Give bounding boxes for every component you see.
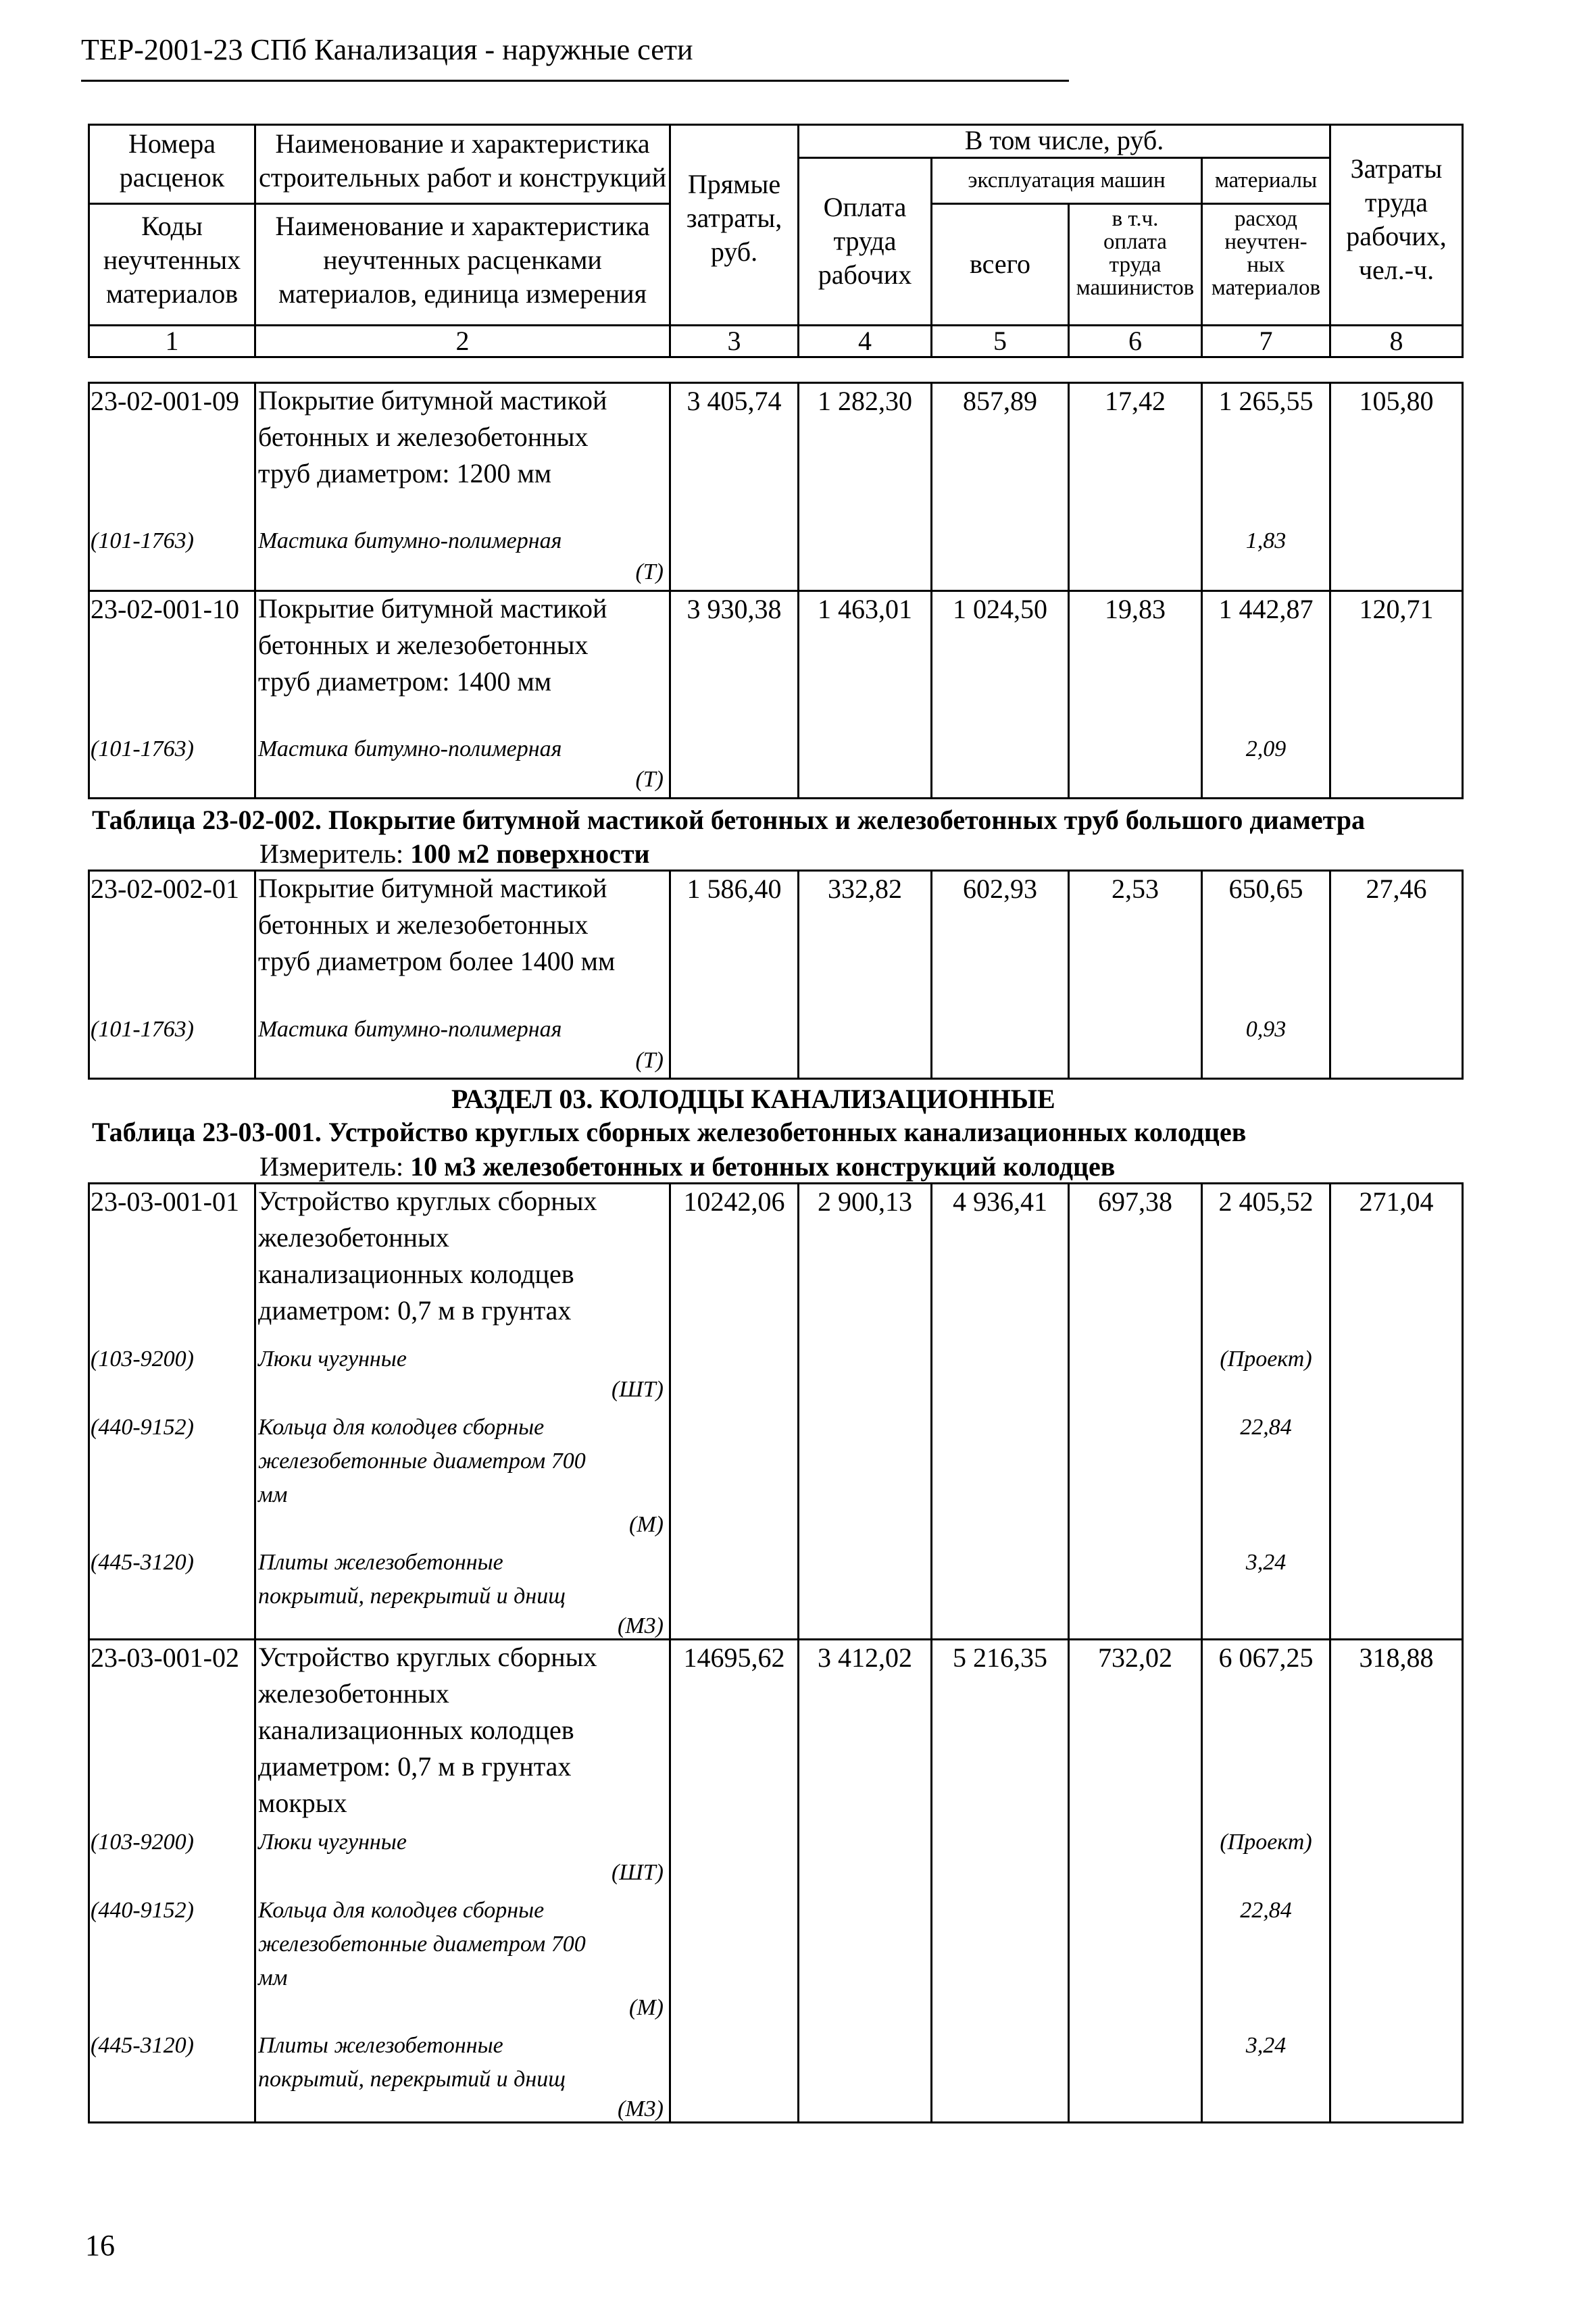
material-name: Мастика битумно-полимерная bbox=[258, 528, 562, 553]
rule bbox=[254, 203, 669, 205]
col2-top-head: Наименование и характеристика строительных работ и конструкций bbox=[259, 128, 666, 193]
table-title: Таблица 23-03-001. Устройство круглых сборных железобетонных канализационных колодцев bbox=[92, 1117, 1247, 1147]
rule bbox=[1462, 870, 1464, 1080]
machines-total: 1 024,50 bbox=[953, 594, 1047, 624]
material-code: (445-3120) bbox=[91, 1550, 194, 1575]
material-unit: (ШТ) bbox=[611, 1860, 664, 1885]
rule bbox=[88, 797, 1464, 799]
materials-head: материалы bbox=[1214, 168, 1318, 193]
rule bbox=[1068, 382, 1070, 799]
page-number: 16 bbox=[85, 2229, 115, 2262]
machinists-pay: 17,42 bbox=[1105, 386, 1166, 416]
material-name: Плиты железобетонные покрытий, перекрытий и днищ bbox=[258, 2033, 566, 2092]
labor-pay: 2 900,13 bbox=[818, 1186, 912, 1217]
col1-top-head: Номера расценок bbox=[119, 128, 225, 193]
material-unit: (Т) bbox=[635, 559, 664, 584]
material-qty: (Проект) bbox=[1220, 1347, 1312, 1372]
labor-hours: 271,04 bbox=[1359, 1186, 1434, 1217]
work-name: Устройство круглых сборных железобетонных канализационных колодцев диаметром: 0,7 м в грунтах bbox=[258, 1186, 597, 1326]
material-unit: (М3) bbox=[618, 2096, 664, 2121]
material-qty: 2,09 bbox=[1245, 736, 1287, 761]
material-qty: 3,24 bbox=[1245, 2033, 1287, 2058]
rule bbox=[1329, 382, 1331, 799]
material-name: Плиты железобетонные покрытий, перекрытий и днищ bbox=[258, 1550, 566, 1609]
material-code: (440-9152) bbox=[91, 1898, 194, 1923]
material-code: (103-9200) bbox=[91, 1347, 194, 1372]
table-measure bbox=[259, 838, 650, 870]
rule bbox=[88, 203, 254, 205]
labor-hours: 105,80 bbox=[1359, 386, 1434, 416]
machines-total: 5 216,35 bbox=[953, 1642, 1047, 1673]
rule bbox=[1462, 382, 1464, 799]
direct-cost: 14695,62 bbox=[683, 1642, 785, 1673]
machines-total: 602,93 bbox=[963, 874, 1037, 904]
direct-cost: 3 930,38 bbox=[687, 594, 782, 624]
rate-code: 23-03-001-01 bbox=[91, 1186, 239, 1217]
rule bbox=[88, 2121, 1464, 2123]
col-number: 6 bbox=[1128, 326, 1142, 356]
rule bbox=[930, 382, 932, 799]
work-name: Покрытие битумной мастикой бетонных и железобетонных труб диаметром: 1400 мм bbox=[258, 593, 607, 697]
material-qty: 1,83 bbox=[1245, 528, 1287, 553]
materials-cost: 650,65 bbox=[1228, 874, 1303, 904]
direct-cost: 10242,06 bbox=[683, 1186, 785, 1217]
machinists-pay: 697,38 bbox=[1098, 1186, 1172, 1217]
material-qty: 0,93 bbox=[1245, 1017, 1287, 1042]
rule bbox=[930, 203, 1329, 205]
labor-pay: 1 463,01 bbox=[818, 594, 912, 624]
materials-cost: 2 405,52 bbox=[1218, 1186, 1314, 1217]
rule bbox=[88, 1182, 90, 2123]
table-measure bbox=[259, 1151, 1115, 1182]
material-name: Кольца для колодцев сборные железобетонные диаметром 700 мм bbox=[258, 1415, 586, 1507]
col8-head: Затраты труда рабочих, чел.-ч. bbox=[1346, 153, 1447, 285]
col4-head: Оплата труда рабочих bbox=[818, 192, 912, 290]
direct-cost: 3 405,74 bbox=[687, 386, 782, 416]
material-name: Люки чугунные bbox=[258, 1347, 407, 1372]
material-unit: (М3) bbox=[618, 1613, 664, 1638]
materials-cost: 6 067,25 bbox=[1218, 1642, 1314, 1673]
materials-cost: 1 442,87 bbox=[1218, 594, 1314, 624]
material-unit: (Т) bbox=[635, 1048, 664, 1073]
machinists-pay: 2,53 bbox=[1112, 874, 1159, 904]
material-qty: (Проект) bbox=[1220, 1830, 1312, 1855]
material-unit: (ШТ) bbox=[611, 1377, 664, 1402]
material-qty: 3,24 bbox=[1245, 1550, 1287, 1575]
running-title: ТЕР-2001-23 СПб Канализация - наружные сети bbox=[81, 33, 693, 66]
machines-total: 857,89 bbox=[963, 386, 1037, 416]
measure-value: 10 м3 железобетонных и бетонных конструкций колодцев bbox=[410, 1151, 1116, 1182]
rule bbox=[88, 1078, 1464, 1080]
labor-hours: 120,71 bbox=[1359, 594, 1434, 624]
material-code: (101-1763) bbox=[91, 528, 194, 553]
material-unit: (М) bbox=[629, 1995, 664, 2020]
section-title: РАЗДЕЛ 03. КОЛОДЦЫ КАНАЛИЗАЦИОННЫЕ bbox=[451, 1084, 1055, 1114]
rule bbox=[1462, 1182, 1464, 2123]
machinists-pay: 19,83 bbox=[1105, 594, 1166, 624]
col2-bottom-head: Наименование и характеристика неучтенных расценками материалов, единица измерения bbox=[275, 211, 650, 309]
rate-code: 23-02-001-10 bbox=[91, 594, 239, 624]
material-code: (101-1763) bbox=[91, 1017, 194, 1042]
material-qty: 22,84 bbox=[1240, 1898, 1292, 1923]
col-number: 2 bbox=[455, 326, 470, 356]
work-name: Устройство круглых сборных железобетонных канализационных колодцев диаметром: 0,7 м в грунтах мокрых bbox=[258, 1642, 597, 1818]
incl-head: В том числе, руб. bbox=[964, 125, 1164, 155]
measure-label: Измеритель: bbox=[259, 838, 411, 869]
material-name: Мастика битумно-полимерная bbox=[258, 736, 562, 761]
rule bbox=[797, 382, 799, 799]
machines-head: эксплуатация машин bbox=[968, 168, 1166, 193]
material-code: (445-3120) bbox=[91, 2033, 194, 2058]
material-unit: (М) bbox=[629, 1512, 664, 1537]
material-name: Люки чугунные bbox=[258, 1830, 407, 1855]
col3-head: Прямые затраты, руб. bbox=[686, 169, 782, 267]
work-name: Покрытие битумной мастикой бетонных и железобетонных труб диаметром: 1200 мм bbox=[258, 385, 607, 488]
header-rule bbox=[81, 80, 1069, 82]
rule bbox=[669, 382, 671, 799]
col-number: 4 bbox=[858, 326, 872, 356]
material-name: Кольца для колодцев сборные железобетонные диаметром 700 мм bbox=[258, 1898, 586, 1990]
direct-cost: 1 586,40 bbox=[687, 874, 782, 904]
col1-bottom-head: Коды неучтенных материалов bbox=[103, 211, 241, 309]
labor-pay: 332,82 bbox=[828, 874, 902, 904]
col-number: 7 bbox=[1259, 326, 1273, 356]
machinists-pay: 732,02 bbox=[1098, 1642, 1172, 1673]
rate-code: 23-03-001-02 bbox=[91, 1642, 239, 1673]
machines-total: 4 936,41 bbox=[953, 1186, 1047, 1217]
measure-label: Измеритель: bbox=[259, 1151, 411, 1182]
table-title: Таблица 23-02-002. Покрытие битумной мастикой бетонных и железобетонных труб большого диаметра bbox=[92, 805, 1366, 835]
rule bbox=[254, 382, 256, 799]
material-code: (103-9200) bbox=[91, 1830, 194, 1855]
rate-code: 23-02-001-09 bbox=[91, 386, 239, 416]
col6-head: в т.ч. оплата труда машинистов bbox=[1076, 207, 1195, 300]
work-name: Покрытие битумной мастикой бетонных и железобетонных труб диаметром более 1400 мм bbox=[258, 873, 616, 976]
rule bbox=[88, 382, 90, 799]
col-number: 8 bbox=[1389, 326, 1403, 356]
rule bbox=[254, 1182, 256, 2123]
labor-pay: 3 412,02 bbox=[818, 1642, 912, 1673]
rule bbox=[254, 870, 256, 1080]
rate-code: 23-02-002-01 bbox=[91, 874, 239, 904]
materials-cost: 1 265,55 bbox=[1218, 386, 1314, 416]
col7-head: расход неучтен- ных материалов bbox=[1211, 207, 1321, 300]
col5-head: всего bbox=[969, 249, 1031, 279]
material-unit: (Т) bbox=[635, 767, 664, 792]
col-number: 1 bbox=[165, 326, 179, 356]
material-qty: 22,84 bbox=[1240, 1415, 1292, 1440]
labor-hours: 318,88 bbox=[1359, 1642, 1434, 1673]
col-number: 3 bbox=[727, 326, 741, 356]
rule bbox=[88, 870, 90, 1080]
rule bbox=[1462, 124, 1464, 358]
material-code: (440-9152) bbox=[91, 1415, 194, 1440]
material-code: (101-1763) bbox=[91, 736, 194, 761]
labor-pay: 1 282,30 bbox=[818, 386, 912, 416]
col-number: 5 bbox=[993, 326, 1007, 356]
labor-hours: 27,46 bbox=[1366, 874, 1427, 904]
material-name: Мастика битумно-полимерная bbox=[258, 1017, 562, 1042]
measure-value: 100 м2 поверхности bbox=[410, 838, 650, 869]
